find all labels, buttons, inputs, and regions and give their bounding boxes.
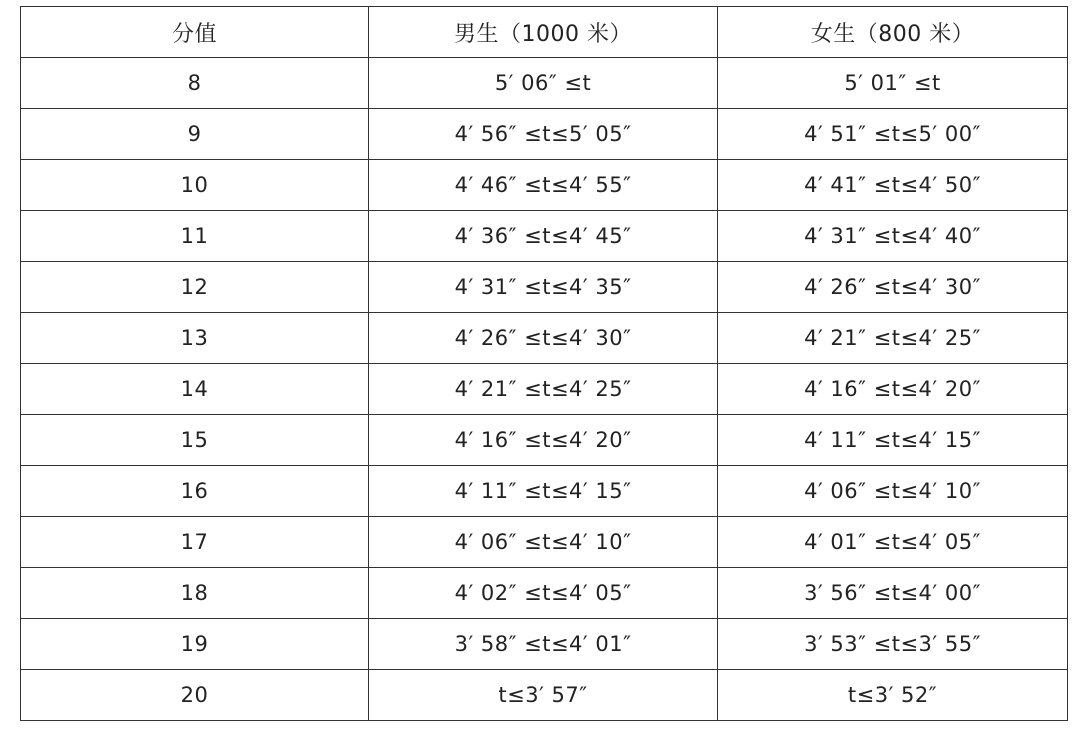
cell-female-time: 4′ 01″ ≤t≤4′ 05″	[718, 517, 1068, 568]
cell-male-time: t≤3′ 57″	[369, 670, 718, 721]
cell-male-time: 4′ 36″ ≤t≤4′ 45″	[369, 211, 718, 262]
cell-score: 16	[21, 466, 369, 517]
cell-male-time: 4′ 06″ ≤t≤4′ 10″	[369, 517, 718, 568]
cell-female-time: 4′ 06″ ≤t≤4′ 10″	[718, 466, 1068, 517]
table-row	[21, 670, 1068, 721]
cell-male-time: 3′ 58″ ≤t≤4′ 01″	[369, 619, 718, 670]
cell-score: 11	[21, 211, 369, 262]
cell-score: 12	[21, 262, 369, 313]
table-row	[21, 415, 1068, 466]
cell-female-time: 4′ 16″ ≤t≤4′ 20″	[718, 364, 1068, 415]
table-row	[21, 517, 1068, 568]
cell-score: 20	[21, 670, 369, 721]
cell-score: 15	[21, 415, 369, 466]
header-female-800m: 女生（800 米）	[718, 7, 1068, 58]
cell-male-time: 4′ 26″ ≤t≤4′ 30″	[369, 313, 718, 364]
cell-score: 9	[21, 109, 369, 160]
cell-male-time: 4′ 16″ ≤t≤4′ 20″	[369, 415, 718, 466]
cell-female-time: 4′ 51″ ≤t≤5′ 00″	[718, 109, 1068, 160]
cell-score: 13	[21, 313, 369, 364]
cell-score: 10	[21, 160, 369, 211]
cell-score: 8	[21, 58, 369, 109]
table-row	[21, 58, 1068, 109]
table-row	[21, 160, 1068, 211]
cell-female-time: 3′ 56″ ≤t≤4′ 00″	[718, 568, 1068, 619]
table-row	[21, 262, 1068, 313]
table-row	[21, 313, 1068, 364]
cell-score: 14	[21, 364, 369, 415]
header-score: 分值	[21, 7, 369, 58]
header-male-1000m: 男生（1000 米）	[369, 7, 718, 58]
cell-male-time: 5′ 06″ ≤t	[369, 58, 718, 109]
cell-male-time: 4′ 56″ ≤t≤5′ 05″	[369, 109, 718, 160]
cell-female-time: 4′ 11″ ≤t≤4′ 15″	[718, 415, 1068, 466]
cell-score: 17	[21, 517, 369, 568]
table-row	[21, 568, 1068, 619]
score-table	[20, 6, 1068, 721]
cell-female-time: 3′ 53″ ≤t≤3′ 55″	[718, 619, 1068, 670]
cell-female-time: 4′ 31″ ≤t≤4′ 40″	[718, 211, 1068, 262]
cell-female-time: 4′ 26″ ≤t≤4′ 30″	[718, 262, 1068, 313]
table-row	[21, 364, 1068, 415]
cell-male-time: 4′ 21″ ≤t≤4′ 25″	[369, 364, 718, 415]
cell-female-time: t≤3′ 52″	[718, 670, 1068, 721]
cell-score: 18	[21, 568, 369, 619]
table-header-row	[21, 7, 1068, 58]
cell-male-time: 4′ 46″ ≤t≤4′ 55″	[369, 160, 718, 211]
table-row	[21, 211, 1068, 262]
cell-score: 19	[21, 619, 369, 670]
table-row	[21, 109, 1068, 160]
table-row	[21, 466, 1068, 517]
cell-female-time: 5′ 01″ ≤t	[718, 58, 1068, 109]
table-row	[21, 619, 1068, 670]
cell-female-time: 4′ 41″ ≤t≤4′ 50″	[718, 160, 1068, 211]
cell-female-time: 4′ 21″ ≤t≤4′ 25″	[718, 313, 1068, 364]
cell-male-time: 4′ 31″ ≤t≤4′ 35″	[369, 262, 718, 313]
cell-male-time: 4′ 11″ ≤t≤4′ 15″	[369, 466, 718, 517]
table-body	[21, 58, 1068, 721]
cell-male-time: 4′ 02″ ≤t≤4′ 05″	[369, 568, 718, 619]
